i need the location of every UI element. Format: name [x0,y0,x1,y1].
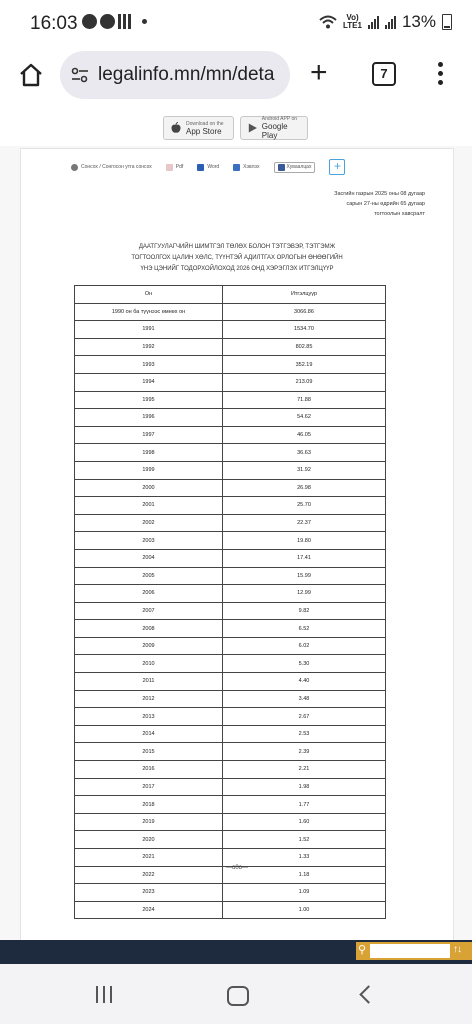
speaker-icon [71,164,78,171]
share-label: Хуваалцах [286,164,312,170]
wifi-icon [319,15,337,29]
status-bar [0,0,472,48]
year-cell: 1995 [75,391,223,409]
google-play-label: Google Play [261,122,288,140]
find-arrows-icon[interactable]: ↑↓ [453,944,461,955]
year-cell: 2022 [75,866,223,884]
table-row [75,778,386,796]
coefficient-cell: 2.39 [223,743,386,761]
coefficient-cell: 26.98 [223,479,386,497]
print-button[interactable] [233,164,259,171]
table-row [75,444,386,462]
header-year: Он [75,286,223,304]
coefficient-cell: 3.48 [223,690,386,708]
coefficient-cell: 2.53 [223,725,386,743]
year-cell: 1997 [75,426,223,444]
coefficient-cell: 71.88 [223,391,386,409]
coefficient-cell: 19.80 [223,532,386,550]
more-menu-icon[interactable] [438,62,444,89]
coefficient-cell: 1.77 [223,796,386,814]
coefficient-table [74,285,386,919]
find-strip [0,940,472,964]
coefficient-cell: 802.85 [223,338,386,356]
approval-line: сарын 27-ны өдрийн 65 дугаар [346,201,425,207]
year-cell: 2010 [75,655,223,673]
google-play-button[interactable] [240,116,308,140]
word-label: Word [207,164,220,170]
signal-icon [368,15,379,29]
document-toolbar [71,159,345,175]
table-row [75,743,386,761]
table-row [75,673,386,691]
table-row [75,602,386,620]
coefficient-cell: 2.21 [223,761,386,779]
volte-label: Vo) [346,13,359,22]
table-row [75,338,386,356]
battery-icon [442,14,452,30]
year-cell: 2001 [75,497,223,515]
table-row [75,725,386,743]
table-row [75,585,386,603]
find-in-page-box [356,942,472,960]
year-cell: 1996 [75,409,223,427]
table-body [75,303,386,919]
find-input[interactable] [370,944,450,958]
recent-apps-icon[interactable] [96,986,112,1003]
year-cell: 1999 [75,461,223,479]
year-cell: 2009 [75,637,223,655]
coefficient-cell: 22.37 [223,514,386,532]
year-cell: 1994 [75,373,223,391]
system-indicators [319,12,452,32]
app-store-small-label: Download on the [186,120,224,127]
table-row [75,549,386,567]
coefficient-cell: 46.05 [223,426,386,444]
table-row [75,479,386,497]
table-row [75,303,386,321]
year-cell: 2013 [75,708,223,726]
table-header-row [75,286,386,304]
lte-label: LTE1 [343,21,362,30]
table-row [75,637,386,655]
title-line: ДААТГУУЛАГЧИЙН ШИМТГЭЛ ТӨЛӨХ БОЛОН ТЭТГЭВЭР, ТЭТГЭМЖ [138,244,336,250]
chat-bubble-icon [100,14,115,29]
home-icon[interactable] [18,62,44,88]
year-cell: 2003 [75,532,223,550]
coefficient-cell: 25.70 [223,497,386,515]
coefficient-cell: 5.30 [223,655,386,673]
document-panel [20,148,454,942]
year-cell: 1992 [75,338,223,356]
coefficient-cell: 12.99 [223,585,386,603]
printer-icon [233,164,240,171]
coefficient-cell: 1.18 [223,866,386,884]
table-row [75,655,386,673]
google-play-icon [247,122,258,134]
table-row [75,426,386,444]
table-row [75,708,386,726]
address-bar[interactable] [60,51,290,99]
table-row [75,391,386,409]
table-row [75,849,386,867]
home-circle-icon[interactable] [227,986,249,1006]
year-cell: 2002 [75,514,223,532]
search-icon[interactable]: ⚲ [358,944,367,956]
document-end-mark: ---o0o--- [226,865,248,871]
share-button[interactable] [274,162,316,173]
url-text[interactable]: legalinfo.mn/mn/deta [98,64,275,85]
coefficient-cell: 54.62 [223,409,386,427]
table-row [75,567,386,585]
title-line: ТОГТООЛГОХ ЦАЛИН ХӨЛС, ТҮҮНТЭЙ АДИЛТГАХ ОРЛОГЫН ӨНӨӨГИЙН [131,255,343,261]
approval-line: тогтоолын хавсралт [374,211,425,217]
table-row [75,620,386,638]
coefficient-cell: 1.60 [223,813,386,831]
year-cell: 2007 [75,602,223,620]
approval-note [334,189,425,219]
table-row [75,831,386,849]
grid-app-icon [118,14,133,29]
facebook-icon [278,164,285,171]
table-row [75,813,386,831]
year-cell: 2000 [75,479,223,497]
table-row [75,761,386,779]
signal-icon [385,15,396,29]
table-row [75,796,386,814]
approval-line: Засгийн газрын 2025 оны 08 дугаар [334,191,425,197]
battery-percent: 13% [401,12,436,31]
app-store-button[interactable] [163,116,234,140]
add-plus-button[interactable]: + [329,159,345,175]
pdf-button[interactable] [166,164,184,171]
notification-icons [82,14,147,29]
table-row [75,532,386,550]
title-line: ҮНЭ ЦЭНИЙГ ТОДОРХОЙЛОХОД 2026 ОНД ХЭРЭГЛЭХ ИТГЭЛЦҮҮР [140,266,334,272]
table-row [75,461,386,479]
year-cell: 2008 [75,620,223,638]
year-cell: 2012 [75,690,223,708]
volte-indicator [343,14,362,30]
site-settings-icon[interactable] [70,65,90,85]
coefficient-cell: 3066.86 [223,303,386,321]
year-cell: 1993 [75,356,223,374]
year-cell: 2014 [75,725,223,743]
coefficient-cell: 1.52 [223,831,386,849]
coefficient-cell: 1.98 [223,778,386,796]
coefficient-cell: 36.63 [223,444,386,462]
pdf-icon [166,164,173,171]
table-row [75,373,386,391]
coefficient-cell: 31.92 [223,461,386,479]
table-row [75,690,386,708]
coefficient-cell: 6.52 [223,620,386,638]
coefficient-cell: 9.82 [223,602,386,620]
year-cell: 2011 [75,673,223,691]
more-notifications-dot-icon [142,19,147,24]
year-cell: 2017 [75,778,223,796]
year-cell: 2005 [75,567,223,585]
coefficient-cell: 1.09 [223,884,386,902]
app-store-label: App Store [186,126,222,136]
year-cell: 2006 [75,585,223,603]
table-row [75,514,386,532]
browser-toolbar [0,48,472,108]
system-navigation-bar [0,964,472,1024]
google-play-small-label: Android APP on [261,116,298,122]
year-cell: 2024 [75,901,223,919]
year-cell: 2016 [75,761,223,779]
year-cell: 2018 [75,796,223,814]
pdf-label: Pdf [175,164,184,170]
back-chevron-icon[interactable] [359,985,377,1003]
coefficient-cell: 213.09 [223,373,386,391]
table-row [75,409,386,427]
print-label: Хэвлэх [243,164,260,170]
coefficient-cell: 6.02 [223,637,386,655]
table-row [75,497,386,515]
listen-button[interactable] [71,164,152,171]
year-cell: 1991 [75,321,223,339]
new-tab-plus-icon[interactable]: + [310,56,328,89]
document-title [21,242,453,275]
tab-switcher-button[interactable]: 7 [372,62,396,86]
year-cell: 1990 он ба түүнээс өмнөх он [75,303,223,321]
coefficient-cell: 352.19 [223,356,386,374]
word-icon [197,164,204,171]
coefficient-cell: 15.99 [223,567,386,585]
word-button[interactable] [197,164,219,171]
coefficient-cell: 17.41 [223,549,386,567]
coefficient-cell: 1.00 [223,901,386,919]
year-cell: 2023 [75,884,223,902]
app-store-row [0,108,472,146]
coefficient-cell: 4.40 [223,673,386,691]
table-row [75,321,386,339]
year-cell: 2019 [75,813,223,831]
coefficient-cell: 2.67 [223,708,386,726]
year-cell: 1998 [75,444,223,462]
table-row [75,884,386,902]
header-coefficient: Итгэлцүүр [223,286,386,304]
coefficient-cell: 1534.70 [223,321,386,339]
coefficient-cell: 1.33 [223,849,386,867]
table-row [75,356,386,374]
status-time: 16:03 [30,13,78,34]
year-cell: 2021 [75,849,223,867]
listen-label: Сонсох / Сонгосон утга сонсох [81,164,152,170]
apple-icon [170,122,182,134]
year-cell: 2020 [75,831,223,849]
year-cell: 2015 [75,743,223,761]
chat-bubble-icon [82,14,97,29]
table-row [75,901,386,919]
year-cell: 2004 [75,549,223,567]
